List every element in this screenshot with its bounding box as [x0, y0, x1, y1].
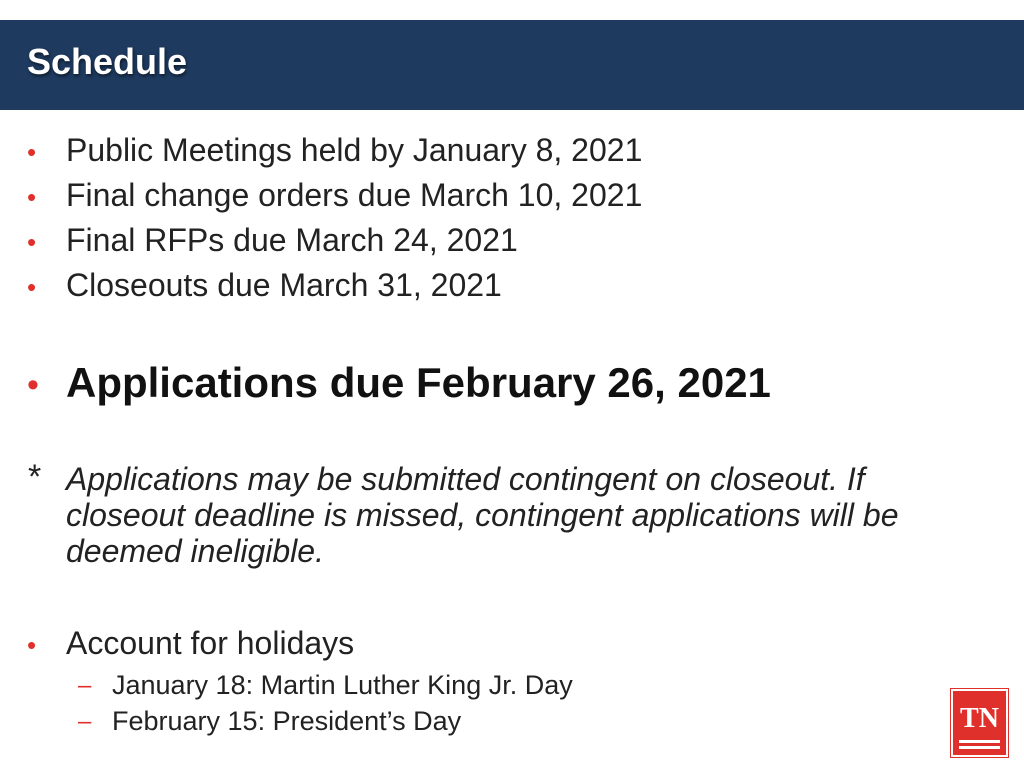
slide-title: Schedule [27, 41, 188, 82]
dash-marker: – [78, 672, 92, 699]
contingent-note: Applications may be submitted contingent on closeout. If closeout deadline is missed, contingent applications will be deemed ineligible. [66, 461, 899, 569]
list-item-text: Closeouts due March 31, 2021 [66, 267, 502, 303]
list-item-text: Public Meetings held by January 8, 2021 [66, 132, 643, 168]
bullet-marker: • [27, 137, 37, 167]
bullet-marker: • [27, 366, 39, 404]
bullet-marker: • [27, 227, 37, 257]
bullet-marker: • [27, 182, 37, 212]
dash-marker: – [78, 708, 92, 735]
bullet-marker: • [27, 272, 37, 302]
tn-logo [951, 689, 1008, 757]
list-item-text: Final RFPs due March 24, 2021 [66, 222, 518, 258]
logo-stripe [959, 746, 1000, 749]
applications-deadline-text: Applications due February 26, 2021 [66, 359, 771, 406]
holiday-text: February 15: President’s Day [112, 706, 462, 736]
bullet-marker: • [27, 630, 37, 660]
list-item-text: Final change orders due March 10, 2021 [66, 177, 643, 213]
holidays-heading: Account for holidays [66, 625, 355, 661]
holiday-text: January 18: Martin Luther King Jr. Day [112, 670, 573, 700]
tn-logo-text: TN [960, 703, 999, 734]
logo-stripe [959, 740, 1000, 743]
note-marker: * [28, 458, 42, 496]
